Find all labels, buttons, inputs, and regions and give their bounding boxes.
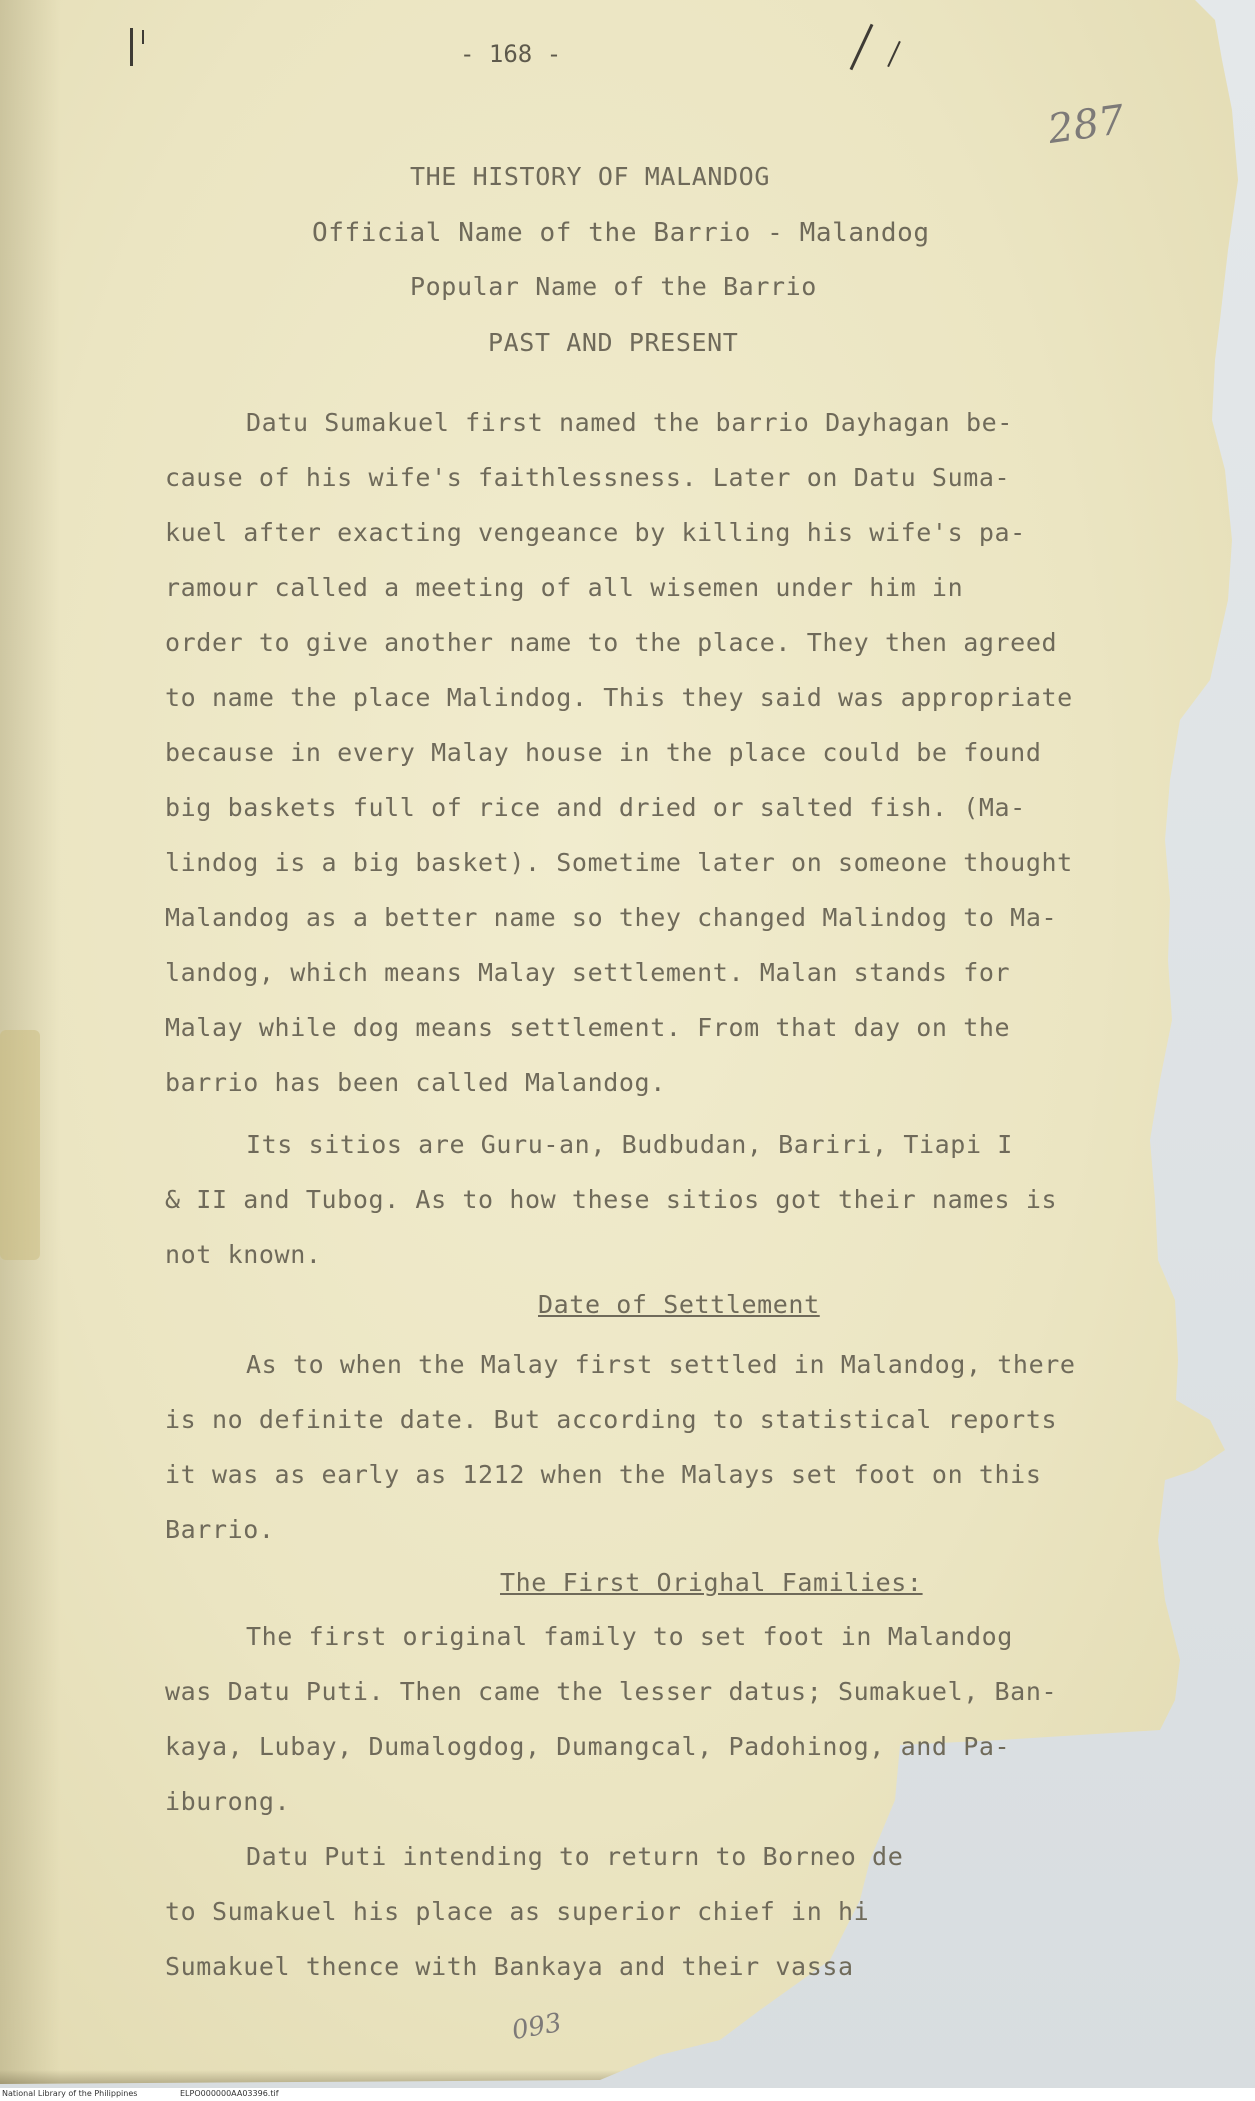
- ink-slash-mark: [887, 41, 901, 67]
- footer-library-name: National Library of the Philippines: [2, 2089, 138, 2098]
- document-title: THE HISTORY OF MALANDOG: [410, 162, 770, 191]
- text-line: As to when the Malay first settled in Malandog, there: [246, 1350, 1076, 1379]
- text-line: to Sumakuel his place as superior chief in hi: [165, 1897, 870, 1926]
- text-line: big baskets full of rice and dried or salted fish. (Ma-: [165, 793, 1026, 822]
- past-present-heading: PAST AND PRESENT: [488, 328, 739, 357]
- text-line: is no definite date. But according to statistical reports: [165, 1405, 1058, 1434]
- text-line: it was as early as 1212 when the Malays set foot on this: [165, 1460, 1042, 1489]
- text-line: Datu Puti intending to return to Borneo de: [246, 1842, 904, 1871]
- footer-file-name: ELPO000000AA03396.tif: [180, 2089, 279, 2098]
- page-number: - 168 -: [460, 40, 562, 68]
- text-line: because in every Malay house in the place could be found: [165, 738, 1042, 767]
- text-line: & II and Tubog. As to how these sitios got their names is: [165, 1185, 1058, 1214]
- popular-name-heading: Popular Name of the Barrio: [410, 272, 817, 301]
- text-line: Its sitios are Guru-an, Budbudan, Bariri, Tiapi I: [246, 1130, 1013, 1159]
- scan-footer: [0, 2088, 1255, 2101]
- text-line: Sumakuel thence with Bankaya and their vassa: [165, 1952, 854, 1981]
- text-line: ramour called a meeting of all wisemen under him in: [165, 573, 964, 602]
- text-line: landog, which means Malay settlement. Malan stands for: [165, 958, 1011, 987]
- text-line: not known.: [165, 1240, 322, 1269]
- text-line: barrio has been called Malandog.: [165, 1068, 666, 1097]
- text-line: to name the place Malindog. This they said was appropriate: [165, 683, 1073, 712]
- official-name-heading: Official Name of the Barrio - Malandog: [312, 218, 930, 248]
- handwritten-page-number: 287: [1045, 96, 1128, 154]
- text-line: kaya, Lubay, Dumalogdog, Dumangcal, Padohinog, and Pa-: [165, 1732, 1011, 1761]
- date-settlement-heading: Date of Settlement: [538, 1290, 820, 1319]
- ink-tick-mark: [130, 28, 133, 66]
- ink-tick-mark: [142, 30, 144, 44]
- ink-slash-mark: [850, 24, 874, 71]
- text-line: The first original family to set foot in Malandog: [246, 1622, 1013, 1651]
- text-line: lindog is a big basket). Sometime later on someone thought: [165, 848, 1073, 877]
- first-families-heading: The First Orighal Families:: [500, 1568, 923, 1597]
- text-line: order to give another name to the place. They then agreed: [165, 628, 1058, 657]
- text-line: was Datu Puti. Then came the lesser datus; Sumakuel, Ban-: [165, 1677, 1058, 1706]
- text-line: cause of his wife's faithlessness. Later on Datu Suma-: [165, 463, 1011, 492]
- handwritten-number-bottom: 093: [509, 2007, 564, 2047]
- text-line: iburong.: [165, 1787, 291, 1816]
- text-line: Malay while dog means settlement. From that day on the: [165, 1013, 1011, 1042]
- text-line: Barrio.: [165, 1515, 275, 1544]
- text-line: kuel after exacting vengeance by killing his wife's pa-: [165, 518, 1026, 547]
- text-line: Datu Sumakuel first named the barrio Dayhagan be-: [246, 408, 1013, 437]
- text-line: Malandog as a better name so they changed Malindog to Ma-: [165, 903, 1058, 932]
